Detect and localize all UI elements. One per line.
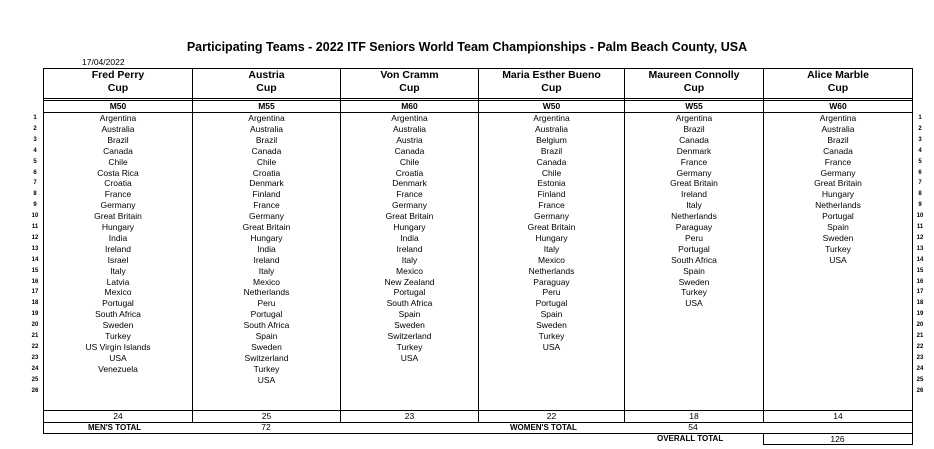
- column-total: 23: [404, 411, 415, 421]
- team-cell: France: [396, 189, 423, 200]
- cup-name: Austria: [248, 69, 285, 81]
- team-cell: Turkey: [396, 341, 423, 352]
- cup-suffix: Cup: [827, 82, 849, 94]
- row-number-left: 25: [31, 376, 39, 383]
- row-number-left: 10: [31, 213, 39, 220]
- team-cell: Great Britain: [94, 211, 142, 222]
- row-number-left: 12: [31, 234, 39, 241]
- cup-name: Fred Perry: [91, 69, 145, 81]
- team-cell: Turkey: [538, 331, 565, 341]
- team-cell: Germany: [100, 200, 136, 211]
- cup-suffix: Cup: [683, 82, 705, 94]
- team-cell: US Virgin Islands: [85, 341, 151, 352]
- team-cell: Peru: [685, 232, 703, 243]
- row-number-left: 7: [33, 180, 37, 187]
- row-number-left: 16: [31, 278, 39, 285]
- team-cell: Brazil: [540, 145, 563, 156]
- team-cell: Hungary: [250, 232, 283, 243]
- team-cell: Argentina: [248, 113, 285, 123]
- team-cell: Portugal: [250, 309, 283, 320]
- mens-total-value: 72: [261, 422, 271, 432]
- row-number-right: 3: [918, 136, 922, 143]
- team-cell: Turkey: [825, 243, 851, 254]
- mens-total-label: MEN'S TOTAL: [88, 423, 142, 432]
- team-cell: Denmark: [676, 145, 712, 156]
- row-number-right: 14: [916, 256, 924, 263]
- team-cell: Chile: [108, 156, 128, 167]
- row-number-right: 16: [916, 278, 924, 285]
- team-cell: Canada: [823, 145, 853, 156]
- team-cell: Great Britain: [670, 178, 718, 189]
- row-number-left: 2: [33, 125, 37, 132]
- team-cell: Australia: [392, 123, 427, 134]
- team-cell: Estonia: [537, 178, 566, 189]
- team-cell: Canada: [103, 145, 133, 156]
- team-cell: Croatia: [395, 167, 424, 178]
- team-cell: Great Britain: [242, 222, 291, 232]
- team-cell: Hungary: [821, 189, 855, 200]
- column-total: 14: [833, 411, 843, 421]
- row-number-right: 20: [916, 322, 924, 329]
- row-number-left: 21: [31, 333, 39, 339]
- team-cell: Austria: [396, 134, 423, 145]
- team-cell: Great Britain: [527, 222, 576, 232]
- team-cell: Canada: [251, 145, 282, 156]
- team-cell: Paraguay: [533, 276, 570, 287]
- team-cell: Croatia: [252, 167, 281, 178]
- row-number-left: 5: [33, 158, 37, 165]
- team-cell: Italy: [258, 265, 275, 276]
- team-cell: Chile: [399, 156, 420, 167]
- team-cell: Sweden: [394, 320, 425, 331]
- row-number-right: 23: [916, 354, 924, 361]
- team-cell: Venezuela: [98, 363, 138, 374]
- team-cell: Spain: [540, 309, 563, 320]
- team-cell: Hungary: [101, 222, 135, 232]
- team-cell: Israel: [107, 254, 129, 265]
- cup-suffix: Cup: [399, 82, 420, 94]
- team-cell: France: [824, 156, 852, 167]
- cup-header: [193, 68, 340, 96]
- row-number-left: 13: [31, 245, 39, 252]
- team-cell: Argentina: [675, 113, 713, 123]
- team-cell: Chile: [541, 167, 562, 178]
- team-cell: Mexico: [538, 254, 565, 265]
- team-cell: Hungary: [393, 222, 426, 232]
- row-number-left: 1: [33, 115, 37, 121]
- cup-header: [44, 68, 192, 96]
- team-cell: Brazil: [683, 123, 705, 134]
- team-cell: USA: [257, 374, 276, 385]
- row-number-right: 10: [916, 213, 924, 220]
- row-number-right: 25: [916, 376, 924, 383]
- row-number-left: 15: [31, 267, 39, 274]
- row-number-left: 18: [31, 300, 39, 307]
- team-cell: Australia: [821, 123, 855, 134]
- cup-name: Alice Marble: [807, 69, 869, 81]
- row-number-right: 18: [916, 300, 924, 307]
- cup-header: [341, 68, 478, 96]
- team-cell: Italy: [110, 265, 126, 276]
- team-cell: Brazil: [255, 134, 278, 145]
- team-cell: Finland: [537, 189, 566, 200]
- team-cell: Chile: [256, 156, 277, 167]
- team-cell: Argentina: [99, 113, 137, 123]
- team-cell: USA: [542, 341, 561, 352]
- row-number-right: 2: [918, 125, 922, 132]
- team-cell: Australia: [534, 123, 569, 134]
- team-cell: Netherlands: [815, 200, 861, 211]
- womens-total-value: 54: [688, 422, 698, 432]
- team-cell: France: [538, 200, 565, 211]
- team-cell: South Africa: [671, 254, 717, 265]
- team-cell: Ireland: [396, 243, 423, 254]
- team-cell: Sweden: [536, 320, 567, 331]
- team-cell: Finland: [252, 189, 281, 200]
- team-cell: Canada: [536, 156, 567, 167]
- page-title: Participating Teams - 2022 ITF Seniors World Team Championships - Palm Beach County, USA: [186, 40, 748, 54]
- team-cell: Italy: [543, 243, 560, 254]
- row-number-right: 5: [918, 158, 922, 165]
- team-cell: Australia: [101, 123, 135, 134]
- team-cell: Spain: [683, 265, 705, 276]
- cup-name: Maureen Connolly: [648, 69, 740, 81]
- cup-header: [625, 68, 763, 96]
- row-number-left: 6: [33, 169, 37, 176]
- row-number-left: 26: [31, 387, 39, 394]
- team-cell: South Africa: [243, 320, 290, 331]
- column-total: 24: [113, 411, 123, 421]
- team-cell: Ireland: [681, 189, 707, 200]
- row-number-left: 17: [31, 289, 39, 296]
- team-cell: Germany: [249, 211, 284, 222]
- team-cell: Ireland: [253, 254, 280, 265]
- age-category: W60: [829, 101, 847, 111]
- report-date: 17/04/2022: [82, 57, 125, 67]
- row-number-right: 9: [918, 202, 922, 209]
- team-cell: Costa Rica: [97, 167, 139, 178]
- column-border: [43, 422, 44, 434]
- row-number-left: 14: [31, 256, 39, 263]
- row-number-right: 1: [918, 115, 922, 121]
- team-cell: Portugal: [678, 243, 710, 254]
- cup-name: Maria Esther Bueno: [502, 69, 601, 81]
- row-number-left: 8: [33, 191, 37, 198]
- row-number-left: 11: [31, 224, 39, 230]
- column-border: [912, 433, 913, 445]
- cup-name: Von Cramm: [380, 69, 439, 81]
- team-cell: Mexico: [104, 287, 132, 298]
- team-cell: Canada: [394, 145, 425, 156]
- age-category: M55: [258, 101, 275, 111]
- team-cell: Switzerland: [387, 331, 432, 341]
- team-cell: Australia: [249, 123, 284, 134]
- team-cell: Great Britain: [385, 211, 434, 222]
- team-cell: Germany: [534, 211, 569, 222]
- team-cell: Argentina: [819, 113, 857, 123]
- row-number-right: 24: [916, 365, 924, 372]
- team-cell: South Africa: [386, 298, 433, 309]
- column-total: 25: [261, 411, 272, 421]
- team-cell: France: [253, 200, 280, 211]
- team-cell: France: [104, 189, 132, 200]
- row-number-right: 11: [916, 224, 924, 230]
- team-cell: Netherlands: [243, 287, 290, 298]
- row-number-right: 4: [918, 147, 922, 154]
- team-cell: Portugal: [393, 287, 426, 298]
- row-number-left: 20: [31, 322, 39, 329]
- team-cell: Mexico: [253, 276, 280, 287]
- overall-total-value: 126: [830, 434, 845, 444]
- team-cell: Turkey: [105, 331, 131, 341]
- row-number-right: 8: [918, 191, 922, 198]
- team-cell: Spain: [398, 309, 421, 320]
- row-number-right: 19: [916, 311, 924, 318]
- team-cell: Peru: [542, 287, 561, 298]
- team-cell: Spain: [255, 331, 278, 341]
- womens-total-label: WOMEN'S TOTAL: [510, 423, 577, 432]
- row-number-right: 17: [916, 289, 924, 296]
- row-number-right: 22: [916, 343, 924, 350]
- team-cell: Sweden: [678, 276, 710, 287]
- team-cell: Great Britain: [814, 178, 862, 189]
- team-cell: USA: [829, 254, 847, 265]
- row-number-right: 21: [916, 333, 924, 339]
- team-cell: Peru: [257, 298, 276, 309]
- cup-suffix: Cup: [107, 82, 129, 94]
- team-cell: Ireland: [105, 243, 131, 254]
- row-number-left: 24: [31, 365, 39, 372]
- team-cell: Sweden: [822, 232, 854, 243]
- team-cell: Denmark: [392, 178, 427, 189]
- team-cell: Italy: [686, 200, 702, 211]
- team-cell: USA: [400, 352, 419, 363]
- row-number-left: 4: [33, 147, 37, 154]
- row-number-right: 15: [916, 267, 924, 274]
- team-cell: Turkey: [253, 363, 280, 374]
- team-cell: Croatia: [104, 178, 132, 189]
- team-cell: Portugal: [102, 298, 134, 309]
- team-cell: Germany: [676, 167, 712, 178]
- row-number-right: 7: [918, 180, 922, 187]
- team-cell: Portugal: [822, 211, 854, 222]
- team-cell: Turkey: [681, 287, 707, 298]
- team-cell: Sweden: [251, 341, 282, 352]
- team-cell: Germany: [820, 167, 856, 178]
- team-cell: Latvia: [106, 276, 130, 287]
- team-cell: South Africa: [95, 309, 141, 320]
- row-number-right: 13: [916, 245, 924, 252]
- team-cell: Argentina: [533, 113, 570, 123]
- age-category: M60: [401, 101, 418, 111]
- team-cell: Spain: [827, 222, 849, 232]
- row-number-left: 3: [33, 136, 37, 143]
- team-cell: USA: [109, 352, 127, 363]
- row-number-right: 6: [918, 169, 922, 176]
- team-cell: Belgium: [536, 134, 567, 145]
- team-cell: India: [108, 232, 128, 243]
- team-cell: Switzerland: [244, 352, 289, 363]
- age-category: W50: [542, 101, 561, 111]
- column-total: 18: [689, 411, 699, 421]
- team-cell: Netherlands: [528, 265, 575, 276]
- team-cell: Mexico: [396, 265, 423, 276]
- team-cell: Hungary: [535, 232, 568, 243]
- team-cell: Denmark: [249, 178, 284, 189]
- team-cell: Netherlands: [671, 211, 717, 222]
- team-cell: India: [257, 243, 276, 254]
- team-cell: India: [400, 232, 419, 243]
- team-cell: France: [680, 156, 708, 167]
- cup-header: [764, 68, 912, 96]
- team-cell: USA: [685, 298, 703, 309]
- team-cell: Argentina: [391, 113, 428, 123]
- team-cell: Brazil: [827, 134, 849, 145]
- row-number-left: 23: [31, 354, 39, 361]
- row-number-left: 22: [31, 343, 39, 350]
- team-cell: Portugal: [535, 298, 568, 309]
- age-category: W55: [685, 101, 703, 111]
- row-number-right: 12: [916, 234, 924, 241]
- team-cell: Italy: [401, 254, 418, 265]
- cup-suffix: Cup: [256, 82, 277, 94]
- team-cell: Paraguay: [675, 222, 713, 232]
- team-cell: Canada: [679, 134, 709, 145]
- cup-suffix: Cup: [541, 82, 562, 94]
- age-category: M50: [109, 101, 127, 111]
- overall-total-label: OVERALL TOTAL: [657, 434, 724, 443]
- cup-header: [479, 68, 624, 96]
- team-cell: Germany: [392, 200, 427, 211]
- row-number-left: 19: [31, 311, 39, 318]
- column-total: 22: [546, 411, 557, 421]
- team-cell: New Zealand: [384, 276, 435, 287]
- row-number-left: 9: [33, 202, 37, 209]
- team-cell: Sweden: [102, 320, 134, 331]
- team-cell: Brazil: [107, 134, 129, 145]
- row-number-right: 26: [916, 387, 924, 394]
